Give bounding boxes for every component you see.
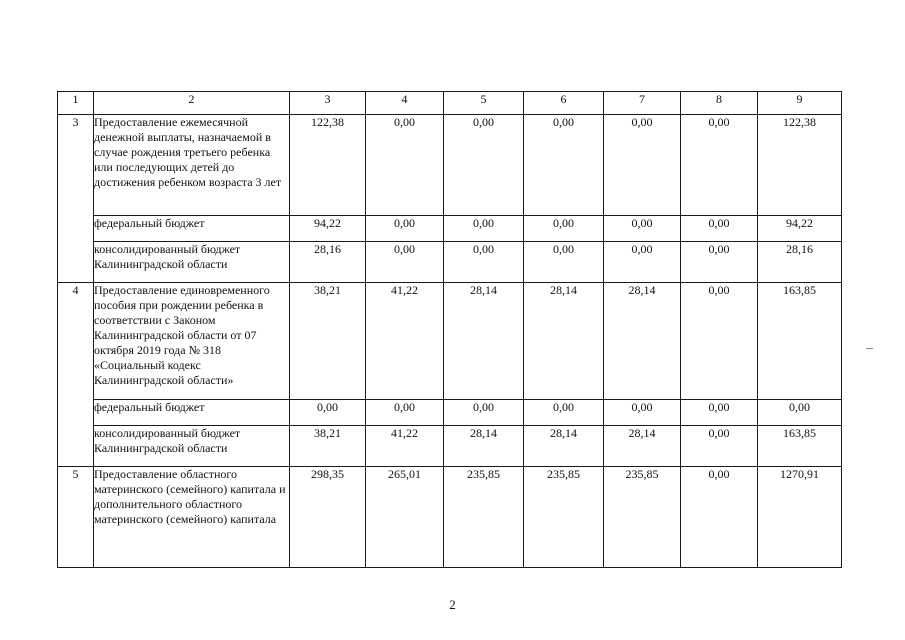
value-cell: 28,14 (444, 426, 524, 467)
table-row (58, 467, 842, 568)
header-row (58, 92, 842, 115)
value-cell: 0,00 (524, 400, 604, 426)
value-cell: 28,16 (290, 242, 366, 283)
row-label: федеральный бюджет (94, 216, 290, 242)
value-cell: 0,00 (524, 115, 604, 216)
row-number: 5 (58, 467, 94, 568)
page-number: 2 (449, 597, 456, 612)
table-row (58, 400, 842, 426)
value-cell: 28,14 (604, 426, 681, 467)
header-cell: 6 (524, 92, 604, 115)
value-cell: 0,00 (604, 400, 681, 426)
value-cell: 0,00 (444, 242, 524, 283)
value-cell: 122,38 (758, 115, 842, 216)
value-cell: 0,00 (524, 242, 604, 283)
value-cell: 0,00 (681, 216, 758, 242)
value-cell: 0,00 (444, 400, 524, 426)
header-cell: 7 (604, 92, 681, 115)
value-cell: 0,00 (681, 426, 758, 467)
value-cell: 0,00 (681, 283, 758, 400)
value-cell: 163,85 (758, 426, 842, 467)
header-cell: 8 (681, 92, 758, 115)
value-cell: 235,85 (524, 467, 604, 568)
value-cell: 28,14 (524, 283, 604, 400)
value-cell: 235,85 (604, 467, 681, 568)
table-row (58, 216, 842, 242)
value-cell: 0,00 (604, 216, 681, 242)
row-label: Предоставление ежемесячной денежной выплаты, назначаемой в случае рождения третьего ребенка или последующих детей до достижения ребенком возраста 3 лет (94, 115, 290, 216)
value-cell: 298,35 (290, 467, 366, 568)
row-label: Предоставление областного материнского (семейного) капитала и дополнительного областного материнского (семейного) капитала (94, 467, 290, 568)
value-cell: 122,38 (290, 115, 366, 216)
table-row (58, 283, 842, 400)
header-cell: 5 (444, 92, 524, 115)
value-cell: 0,00 (290, 400, 366, 426)
value-cell: 41,22 (366, 426, 444, 467)
scan-speck (866, 348, 873, 349)
row-label: Предоставление единовременного пособия при рождении ребенка в соответствии с Законом Калининградской области от 07 октября 2019 года № 318 «Социальный кодекс Калининградской области» (94, 283, 290, 400)
value-cell: 0,00 (444, 216, 524, 242)
value-cell: 0,00 (681, 467, 758, 568)
value-cell: 0,00 (366, 216, 444, 242)
row-label: федеральный бюджет (94, 400, 290, 426)
header-cell: 3 (290, 92, 366, 115)
header-cell: 4 (366, 92, 444, 115)
value-cell: 94,22 (758, 216, 842, 242)
value-cell: 94,22 (290, 216, 366, 242)
value-cell: 28,14 (524, 426, 604, 467)
value-cell: 163,85 (758, 283, 842, 400)
header-cell: 2 (94, 92, 290, 115)
row-label: консолидированный бюджет Калининградской области (94, 426, 290, 467)
table-row (58, 242, 842, 283)
value-cell: 0,00 (681, 242, 758, 283)
value-cell: 0,00 (366, 400, 444, 426)
value-cell: 0,00 (524, 216, 604, 242)
table-row (58, 426, 842, 467)
table-row (58, 115, 842, 216)
header-cell: 1 (58, 92, 94, 115)
value-cell: 28,14 (444, 283, 524, 400)
value-cell: 265,01 (366, 467, 444, 568)
value-cell: 0,00 (444, 115, 524, 216)
value-cell: 28,14 (604, 283, 681, 400)
value-cell: 38,21 (290, 426, 366, 467)
value-cell: 28,16 (758, 242, 842, 283)
row-label: консолидированный бюджет Калининградской области (94, 242, 290, 283)
value-cell: 0,00 (604, 242, 681, 283)
value-cell: 0,00 (366, 242, 444, 283)
row-number: 3 (58, 115, 94, 283)
budget-table (57, 91, 842, 568)
row-number: 4 (58, 283, 94, 467)
value-cell: 41,22 (366, 283, 444, 400)
header-cell: 9 (758, 92, 842, 115)
value-cell: 38,21 (290, 283, 366, 400)
value-cell: 1270,91 (758, 467, 842, 568)
value-cell: 0,00 (681, 400, 758, 426)
value-cell: 0,00 (758, 400, 842, 426)
value-cell: 0,00 (604, 115, 681, 216)
value-cell: 0,00 (681, 115, 758, 216)
value-cell: 0,00 (366, 115, 444, 216)
value-cell: 235,85 (444, 467, 524, 568)
